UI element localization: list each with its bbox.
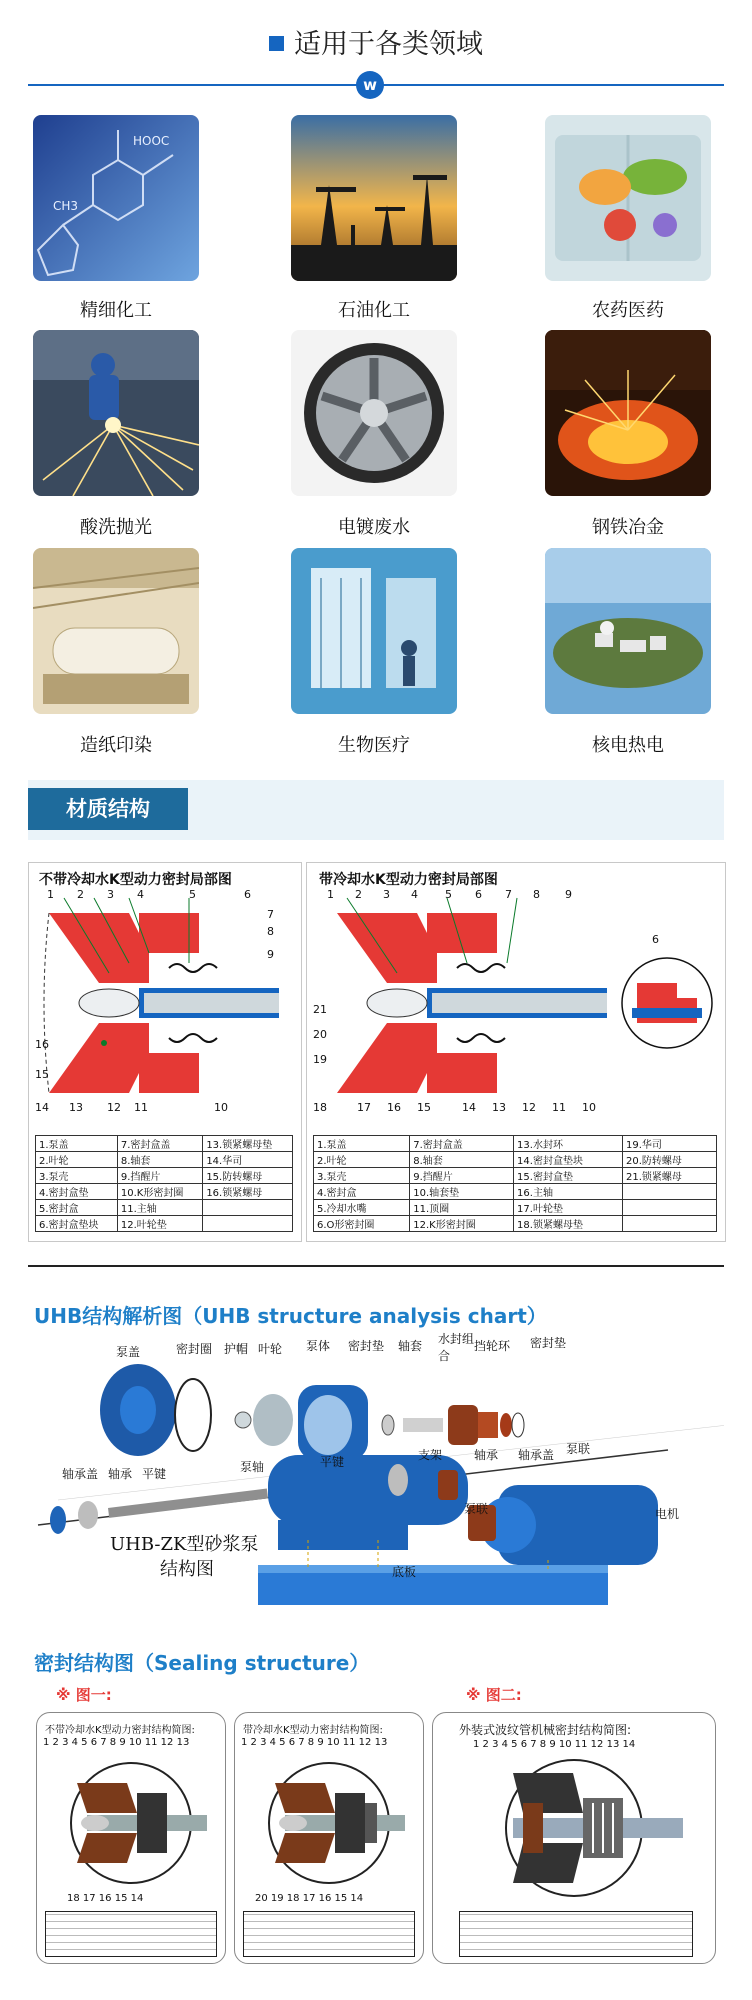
field-label-nuclear: 核电热电 [592,735,664,756]
callout-7: 7 [505,888,512,901]
sealing-caption: 带冷却水K型动力密封结构简图: [243,1725,383,1736]
seal-diagram-with-cooling [317,893,717,1118]
uhb-label: 泵联 [566,1442,591,1456]
callout-15: 15 [417,1101,431,1114]
legend-cell: 11.主轴 [117,1200,202,1216]
uhb-label: 密封垫 [530,1336,567,1350]
callout-4: 4 [411,888,418,901]
fine-chemical-image [33,115,199,281]
field-label-steel: 钢铁冶金 [592,517,664,538]
legend-cell [622,1184,716,1200]
callout-12: 12 [522,1101,536,1114]
callout-10: 10 [214,1101,228,1114]
legend-cell: 13.水封环 [514,1136,623,1152]
callout-10: 10 [582,1101,596,1114]
uhb-label: 护帽 [224,1342,249,1356]
callout-7: 7 [267,908,274,921]
uhb-label: 轴套 [398,1339,423,1353]
seal-panel-with-cooling [306,862,726,1242]
callout-8: 8 [533,888,540,901]
seal-diagram-no-cooling [39,893,289,1118]
callout-11: 11 [134,1101,148,1114]
sealing-numbers: 1 2 3 4 5 6 7 8 9 10 11 12 13 14 [473,1739,636,1750]
callout-19: 19 [313,1053,327,1066]
callout-11: 11 [552,1101,566,1114]
callout-5: 5 [189,888,196,901]
callout-1: 1 [47,888,54,901]
legend-cell: 1.泵盖 [36,1136,118,1152]
legend-cell: 9.挡醒片 [117,1168,202,1184]
papermaking-image [33,548,199,714]
sealing-diagram-b [245,1753,413,1893]
field-label-petrochemical: 石油化工 [338,300,410,321]
svg-text:HOOC: HOOC [133,134,170,148]
legend-cell: 8.轴套 [410,1152,514,1168]
seal-panel-no-cooling [28,862,302,1242]
uhb-label: 泵轴 [240,1460,265,1474]
sealing-panel-c [432,1712,716,1964]
legend-cell: 18.锁紧螺母垫 [514,1216,623,1232]
callout-16: 16 [35,1038,49,1051]
legend-table-left [35,1135,293,1232]
steel-metallurgy-image [545,330,711,496]
uhb-label: 平键 [320,1455,345,1469]
legend-cell: 19.华司 [622,1136,716,1152]
callout-3: 3 [107,888,114,901]
legend-cell: 4.密封盒 [314,1184,410,1200]
sealing-numbers: 1 2 3 4 5 6 7 8 9 10 11 12 13 [241,1737,388,1748]
sealing-legend-c [459,1911,693,1957]
uhb-label: 泵联 [464,1502,489,1516]
legend-cell: 12.叶轮垫 [117,1216,202,1232]
legend-cell: 7.密封盒盖 [410,1136,514,1152]
sealing-panel-a [36,1712,226,1964]
sealing-bottom-numbers: 18 17 16 15 14 [67,1893,144,1904]
material-tag: 材质结构 [28,788,188,830]
panel-title: 带冷却水K型动力密封局部图 [319,872,498,888]
section-title-text: 适用于各类领域 [294,29,483,60]
sealing-legend-b [243,1911,415,1957]
figure-2-tag: ※ 图二: [466,1686,522,1704]
legend-cell [203,1216,293,1232]
callout-12: 12 [107,1101,121,1114]
figure-1-tag: ※ 图一: [56,1686,112,1704]
field-label-fine-chemical: 精细化工 [80,300,152,321]
legend-cell: 20.防转螺母 [622,1152,716,1168]
uhb-label: 叶轮 [258,1342,283,1356]
uhb-label: 挡轮环 [474,1339,511,1353]
legend-cell: 1.泵盖 [314,1136,410,1152]
svg-text:CH3: CH3 [53,199,79,213]
callout-16: 16 [387,1101,401,1114]
sealing-diagram-c [453,1753,695,1903]
callout-2: 2 [77,888,84,901]
legend-cell: 13.锁紧螺母垫 [203,1136,293,1152]
legend-cell: 6.O形密封圈 [314,1216,410,1232]
legend-cell: 10.轴套垫 [410,1184,514,1200]
sealing-caption: 不带冷却水K型动力密封结构简图: [45,1725,195,1736]
legend-cell: 21.锁紧螺母 [622,1168,716,1184]
callout-5: 5 [445,888,452,901]
callout-9: 9 [565,888,572,901]
legend-cell: 12.K形密封圈 [410,1216,514,1232]
callout-2: 2 [355,888,362,901]
callout-inset-6: 6 [652,933,659,946]
callout-6: 6 [475,888,482,901]
uhb-label: 底板 [392,1565,417,1579]
callout-14: 14 [35,1101,49,1114]
legend-cell [203,1200,293,1216]
legend-cell: 2.叶轮 [36,1152,118,1168]
legend-cell: 16.主轴 [514,1184,623,1200]
legend-cell: 3.泵壳 [36,1168,118,1184]
sealing-panel-b [234,1712,424,1964]
sealing-bottom-numbers: 20 19 18 17 16 15 14 [255,1893,364,1904]
legend-cell: 15.防转螺母 [203,1168,293,1184]
uhb-label: 平键 [142,1467,167,1481]
uhb-caption-2: 结构图 [160,1559,214,1580]
legend-cell: 11.顶圈 [410,1200,514,1216]
legend-cell: 6.密封盒垫块 [36,1216,118,1232]
legend-cell: 4.密封盒垫 [36,1184,118,1200]
sealing-caption: 外装式波纹管机械密封结构简图: [459,1723,632,1737]
callout-1: 1 [327,888,334,901]
nuclear-thermal-image [545,548,711,714]
petrochemical-image [291,115,457,281]
panel-title: 不带冷却水K型动力密封局部图 [39,872,232,888]
field-label-electroplating: 电镀废水 [338,517,410,538]
sealing-legend-a [45,1911,217,1957]
callout-6: 6 [244,888,251,901]
legend-cell: 14.华司 [203,1152,293,1168]
sealing-numbers: 1 2 3 4 5 6 7 8 9 10 11 12 13 [43,1737,190,1748]
callout-21: 21 [313,1003,327,1016]
w-badge-icon: w [356,71,384,99]
legend-cell: 16.锁紧螺母 [203,1184,293,1200]
callout-3: 3 [383,888,390,901]
legend-cell: 5.冷却水嘴 [314,1200,410,1216]
uhb-caption-1: UHB-ZK型砂浆泵 [110,1534,259,1555]
legend-cell: 3.泵壳 [314,1168,410,1184]
uhb-label: 电机 [655,1507,680,1521]
field-label-biomedical: 生物医疗 [338,735,410,756]
biomedical-image [291,548,457,714]
callout-20: 20 [313,1028,327,1041]
callout-8: 8 [267,925,274,938]
callout-4: 4 [137,888,144,901]
uhb-label: 支架 [418,1448,443,1462]
section-divider [28,1265,724,1267]
callout-14: 14 [462,1101,476,1114]
uhb-label: 轴承盖 [518,1448,555,1462]
uhb-label: 水封组合 [438,1332,475,1363]
callout-13: 13 [69,1101,83,1114]
legend-cell: 2.叶轮 [314,1152,410,1168]
field-label-pharma: 农药医药 [592,300,664,321]
field-label-papermaking: 造纸印染 [80,735,152,756]
uhb-label: 轴承 [474,1448,499,1462]
uhb-label: 轴承 [108,1467,133,1481]
legend-cell: 9.挡醒片 [410,1168,514,1184]
legend-cell: 8.轴套 [117,1152,202,1168]
legend-cell: 10.K形密封圈 [117,1184,202,1200]
sealing-title: 密封结构图（Sealing structure） [34,1651,370,1675]
callout-9: 9 [267,948,274,961]
callout-17: 17 [357,1101,371,1114]
uhb-label: 泵体 [306,1339,331,1353]
legend-cell: 15.密封盒垫 [514,1168,623,1184]
uhb-label: 密封圈 [176,1342,213,1356]
callout-15: 15 [35,1068,49,1081]
pharma-image [545,115,711,281]
sealing-diagram-a [47,1753,215,1893]
square-bullet-icon [269,36,284,51]
legend-cell [622,1200,716,1216]
uhb-label: 密封垫 [348,1339,385,1353]
uhb-label: 轴承盖 [62,1467,99,1481]
legend-cell: 17.叶轮垫 [514,1200,623,1216]
electroplating-image [291,330,457,496]
legend-cell: 7.密封盒盖 [117,1136,202,1152]
legend-cell: 14.密封盒垫块 [514,1152,623,1168]
legend-table-right [313,1135,717,1232]
legend-cell [622,1216,716,1232]
pickling-polishing-image [33,330,199,496]
callout-18: 18 [313,1101,327,1114]
uhb-title: UHB结构解析图（UHB structure analysis chart） [34,1304,547,1328]
field-label-pickling: 酸洗抛光 [80,517,152,538]
section-title [0,22,752,61]
legend-cell: 5.密封盒 [36,1200,118,1216]
uhb-label: 泵盖 [116,1345,141,1359]
uhb-exploded-diagram [28,1330,724,1625]
callout-13: 13 [492,1101,506,1114]
